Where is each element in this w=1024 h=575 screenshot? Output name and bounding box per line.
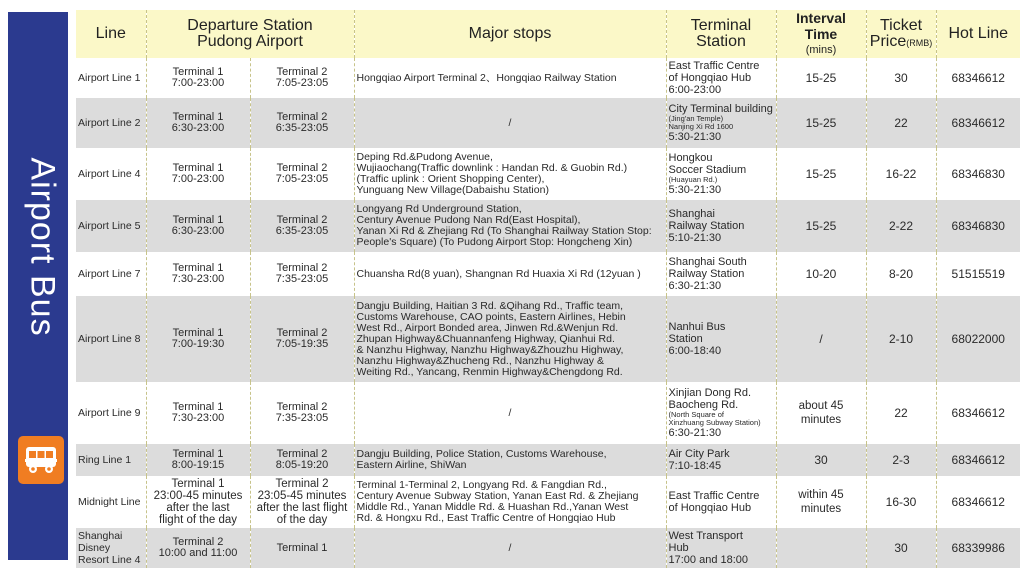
cell-hotline: 68339986	[936, 528, 1020, 568]
cell-terminal2-line: 7:35-23:05	[275, 273, 329, 285]
cell-stops-line: Nanzhu Highway&Zhucheng Rd., Nanzhu Highway &	[356, 354, 604, 367]
cell-stops-line: Longyang Rd Underground Station,	[356, 203, 522, 215]
cell-line: Shanghai Disney Resort Line 4	[78, 530, 141, 566]
table-row	[76, 444, 1020, 476]
cell-price: 16-30	[866, 476, 936, 528]
cell-terminal-station	[666, 444, 776, 476]
cell-terminal-station	[666, 528, 776, 568]
cell-terminal-station-line: Hongkou	[668, 152, 713, 164]
cell-terminal-station-line: of Hongqiao Hub	[668, 502, 752, 514]
cell-stops-line: Dangju Building, Police Station, Customs Warehouse,	[356, 448, 607, 460]
cell-terminal2-line: Terminal 2	[276, 162, 328, 174]
table-row	[76, 528, 1020, 568]
cell-terminal-station-line: 6:00-23:00	[668, 84, 722, 96]
cell-terminal1-line: flight of the day	[159, 514, 237, 526]
cell-terminal-station-line: Baocheng Rd.	[668, 399, 739, 411]
cell-line: Midnight Line	[78, 496, 141, 508]
cell-terminal2-line: Terminal 2	[275, 478, 329, 490]
cell-terminal-station-line: 17:00 and 18:00	[668, 554, 749, 566]
table-row	[76, 98, 1020, 148]
cell-terminal1-line: Terminal 1	[172, 401, 224, 413]
header-departure-bottom: Pudong Airport	[197, 33, 303, 50]
cell-terminal2-line: after the last flight	[256, 502, 348, 514]
cell-terminal-station	[666, 200, 776, 252]
cell-terminal-station-line: 5:10-21:30	[668, 232, 722, 244]
table-row	[76, 148, 1020, 200]
cell-terminal1	[146, 252, 250, 296]
cell-terminal-station-line: of Hongqiao Hub	[668, 72, 752, 84]
cell-stops	[354, 528, 666, 568]
cell-price: 22	[866, 382, 936, 444]
cell-terminal-station-line: Nanhui Bus	[668, 321, 726, 333]
cell-terminal-station-line: Xinzhuang Subway Station)	[668, 418, 761, 427]
cell-terminal-station	[666, 252, 776, 296]
cell-stops-line: Yanan Xi Rd & Zhejiang Rd (To Shanghai Railway Station Stop:	[356, 225, 652, 237]
cell-stops-line: West Rd., Airport Bonded area, Jinwen Rd.&Wenjun Rd.	[356, 321, 619, 334]
cell-price: 22	[866, 98, 936, 148]
cell-terminal1	[146, 382, 250, 444]
cell-stops	[354, 296, 666, 382]
cell-terminal1	[146, 476, 250, 528]
cell-stops	[354, 200, 666, 252]
cell-terminal2	[250, 444, 354, 476]
cell-line: Airport Line 1	[78, 72, 141, 84]
cell-interval	[776, 528, 866, 568]
cell-terminal1-line: Terminal 2	[172, 536, 224, 548]
cell-terminal-station	[666, 296, 776, 382]
cell-terminal-station-line: City Terminal building	[668, 103, 773, 115]
cell-terminal-station-line: 6:30-21:30	[668, 280, 722, 292]
cell-stops-line: Rd. & Hongxu Rd., East Traffic Centre of Hongqiao Hub	[356, 512, 616, 524]
cell-stops	[354, 382, 666, 444]
cell-stops	[354, 148, 666, 200]
cell-terminal1-line: Terminal 1	[172, 162, 224, 174]
header-interval-top: Interval Time	[796, 10, 846, 42]
cell-terminal-station	[666, 148, 776, 200]
cell-terminal-station-line: (Jing'an Temple)	[668, 114, 724, 123]
cell-stops-line: Deping Rd.&Pudong Avenue,	[356, 151, 493, 163]
cell-hotline: 68346612	[936, 476, 1020, 528]
cell-terminal1-line: 6:30-23:00	[171, 225, 225, 237]
cell-terminal2-line: 8:05-19:20	[275, 459, 329, 471]
cell-hotline: 68022000	[936, 296, 1020, 382]
cell-hotline: 68346612	[936, 444, 1020, 476]
cell-stops-line: Century Avenue Subway Station, Yanan East Rd. & Zhejiang	[356, 490, 639, 502]
cell-stops-line: Hongqiao Airport Terminal 2、Hongqiao Railway Station	[356, 71, 617, 84]
cell-stops-line: /	[508, 541, 512, 554]
cell-line: Airport Line 8	[78, 333, 141, 345]
cell-terminal2-line: of the day	[276, 514, 328, 526]
cell-terminal-station	[666, 476, 776, 528]
cell-terminal1-line: 8:00-19:15	[171, 459, 225, 471]
cell-terminal-station-line: 7:10-18:45	[668, 460, 722, 472]
cell-price: 16-22	[866, 148, 936, 200]
cell-terminal2-line: Terminal 2	[276, 327, 328, 339]
cell-terminal-station-line: Hub	[668, 542, 689, 554]
cell-terminal-station-line: Railway Station	[668, 268, 745, 280]
cell-terminal2	[250, 252, 354, 296]
cell-terminal1-line: Terminal 1	[172, 214, 224, 226]
cell-hotline: 68346612	[936, 382, 1020, 444]
cell-terminal1	[146, 98, 250, 148]
header-price-bottom: Price	[869, 32, 907, 50]
cell-terminal-station	[666, 382, 776, 444]
cell-price: 2-22	[866, 200, 936, 252]
cell-terminal2-line: Terminal 2	[276, 111, 328, 123]
cell-terminal2	[250, 296, 354, 382]
cell-terminal2	[250, 200, 354, 252]
cell-terminal-station-line: 5:30-21:30	[668, 131, 722, 143]
cell-interval: about 45 minutes	[776, 382, 866, 444]
cell-terminal1-line: 7:00-19:30	[171, 338, 225, 350]
cell-terminal-station-line: Railway Station	[668, 220, 745, 232]
cell-price: 30	[866, 58, 936, 98]
cell-terminal-station-line: 6:30-21:30	[668, 427, 722, 439]
header-price-top: Ticket	[879, 16, 923, 34]
table-row	[76, 58, 1020, 98]
cell-terminal-station-line: Shanghai South	[668, 256, 747, 268]
cell-terminal1	[146, 58, 250, 98]
header-terminal-top: Terminal	[690, 17, 752, 34]
cell-terminal1	[146, 148, 250, 200]
cell-line: Airport Line 9	[78, 407, 141, 419]
cell-terminal-station-line: Air City Park	[668, 448, 730, 460]
cell-stops-line: /	[508, 116, 512, 129]
header-row	[76, 10, 1020, 58]
cell-terminal-station-line: Nanjing Xi Rd 1600	[668, 122, 734, 131]
cell-terminal2	[250, 148, 354, 200]
cell-terminal1-line: 23:00-45 minutes	[153, 490, 243, 502]
table-row	[76, 200, 1020, 252]
cell-terminal-station-line: 5:30-21:30	[668, 184, 722, 196]
header-stops: Major stops	[354, 10, 666, 58]
cell-terminal1-line: Terminal 1	[171, 478, 225, 490]
cell-terminal2	[250, 476, 354, 528]
header-terminal-bottom: Station	[696, 33, 746, 50]
header-line: Line	[76, 10, 146, 58]
cell-terminal1	[146, 444, 250, 476]
cell-hotline: 68346830	[936, 200, 1020, 252]
cell-interval: within 45 minutes	[776, 476, 866, 528]
cell-stops	[354, 98, 666, 148]
cell-interval: 10-20	[776, 252, 866, 296]
cell-terminal-station-line: (Huayuan Rd.)	[668, 175, 718, 184]
cell-stops-line: Zhupan Highway&Chuannanfeng Highway, Qianhui Rd.	[356, 332, 615, 345]
header-departure-top: Departure Station	[187, 17, 313, 34]
cell-terminal2	[250, 528, 354, 568]
cell-interval: 15-25	[776, 200, 866, 252]
cell-interval: 15-25	[776, 58, 866, 98]
routes-table	[76, 10, 1020, 568]
cell-interval: 15-25	[776, 148, 866, 200]
cell-terminal1	[146, 296, 250, 382]
cell-terminal-station-line: West Transport	[668, 530, 743, 542]
cell-hotline: 51515519	[936, 252, 1020, 296]
cell-line: Airport Line 2	[78, 117, 141, 129]
cell-terminal-station	[666, 58, 776, 98]
header-price-unit: (RMB)	[906, 37, 933, 48]
header-interval	[776, 10, 866, 58]
cell-terminal-station-line: (North Square of	[668, 410, 724, 419]
cell-stops	[354, 58, 666, 98]
cell-terminal-station-line: East Traffic Centre	[668, 60, 760, 72]
cell-terminal1	[146, 528, 250, 568]
cell-terminal2-line: 23:05-45 minutes	[257, 490, 347, 502]
cell-stops-line: Century Avenue Pudong Nan Rd(East Hospital),	[356, 214, 581, 226]
cell-terminal1-line: Terminal 1	[172, 262, 224, 274]
table-row	[76, 252, 1020, 296]
cell-stops-line: Weiting Rd., Yancang, Renmin Highway&Chengdong Rd.	[356, 365, 623, 378]
cell-line: Ring Line 1	[78, 454, 132, 466]
cell-terminal2-line: Terminal 2	[276, 262, 328, 274]
cell-hotline: 68346830	[936, 148, 1020, 200]
cell-terminal2-line: 7:05-23:05	[275, 77, 329, 89]
cell-stops-line: Dangju Building, Haitian 3 Rd. &Qihang Rd., Traffic team,	[356, 299, 624, 312]
cell-terminal1-line: 7:00-23:00	[171, 77, 225, 89]
cell-terminal1-line: 10:00 and 11:00	[158, 547, 238, 559]
cell-terminal2	[250, 58, 354, 98]
cell-terminal2-line: Terminal 2	[276, 448, 328, 460]
cell-terminal-station-line: East Traffic Centre	[668, 490, 760, 502]
cell-terminal2-line: 7:05-19:35	[275, 338, 329, 350]
cell-stops-line: (Traffic uplink : Orient Shopping Center),	[356, 173, 545, 185]
cell-line: Airport Line 4	[78, 168, 141, 180]
cell-line: Airport Line 5	[78, 220, 141, 232]
cell-terminal1-line: 7:00-23:00	[171, 173, 225, 185]
cell-price: 2-10	[866, 296, 936, 382]
cell-interval: 30	[776, 444, 866, 476]
cell-terminal1	[146, 200, 250, 252]
sidebar-panel	[8, 12, 68, 560]
sidebar-title: Airport Bus	[23, 157, 62, 337]
header-interval-bottom: (mins)	[805, 44, 837, 56]
cell-terminal1-line: 7:30-23:00	[171, 273, 225, 285]
cell-stops-line: People's Square) (To Pudong Airport Stop: Hongcheng Xin)	[356, 236, 633, 248]
header-departure	[146, 10, 354, 58]
cell-line: Airport Line 7	[78, 268, 141, 280]
header-price	[866, 10, 936, 58]
cell-terminal1-line: Terminal 1	[172, 327, 224, 339]
cell-stops-line: Yunguang New Village(Dabaishu Station)	[356, 184, 549, 196]
header-price-bottom-wrap	[869, 34, 934, 51]
cell-terminal2-line: 6:35-23:05	[275, 225, 329, 237]
cell-interval: 15-25	[776, 98, 866, 148]
cell-terminal-station-line: Soccer Stadium	[668, 164, 747, 176]
cell-terminal-station-line: Xinjian Dong Rd.	[668, 387, 752, 399]
cell-terminal2	[250, 382, 354, 444]
cell-terminal2-line: 6:35-23:05	[275, 122, 329, 134]
cell-terminal1-line: Terminal 1	[172, 448, 224, 460]
cell-terminal1-line: 6:30-23:00	[171, 122, 225, 134]
bus-badge	[18, 436, 64, 484]
cell-stops	[354, 252, 666, 296]
cell-terminal2-line: Terminal 2	[276, 66, 328, 78]
table-row	[76, 296, 1020, 382]
bus-icon	[25, 445, 57, 475]
cell-stops-line: Customs Warehouse, CAO points, Eastern Airlines, Hebin	[356, 310, 626, 323]
header-terminal	[666, 10, 776, 58]
table-row	[76, 382, 1020, 444]
cell-hotline: 68346612	[936, 98, 1020, 148]
cell-terminal2-line: Terminal 2	[276, 401, 328, 413]
cell-hotline: 68346612	[936, 58, 1020, 98]
cell-terminal-station-line: Station	[668, 333, 703, 345]
cell-stops-line: Eastern Airline, ShiWan	[356, 459, 467, 471]
cell-terminal-station	[666, 98, 776, 148]
cell-price: 2-3	[866, 444, 936, 476]
cell-stops	[354, 444, 666, 476]
cell-stops-line: & Nanzhu Highway, Nanzhu Highway&Zhouzhu Highway,	[356, 343, 624, 356]
cell-stops-line: /	[508, 406, 512, 419]
cell-stops-line: Terminal 1-Terminal 2, Longyang Rd. & Fangdian Rd.,	[356, 479, 607, 491]
header-hotline: Hot Line	[936, 10, 1020, 58]
cell-terminal2-line: Terminal 1	[276, 541, 328, 554]
cell-interval: /	[776, 296, 866, 382]
cell-terminal-station-line: 6:00-18:40	[668, 345, 722, 357]
cell-terminal1-line: Terminal 1	[172, 111, 224, 123]
cell-terminal-station-line: Shanghai	[668, 208, 715, 220]
cell-stops-line: Chuansha Rd(8 yuan), Shangnan Rd Huaxia Xi Rd (12yuan )	[356, 267, 641, 280]
cell-terminal2-line: 7:35-23:05	[275, 412, 329, 424]
cell-stops	[354, 476, 666, 528]
cell-terminal2	[250, 98, 354, 148]
cell-terminal1-line: after the last	[166, 502, 230, 514]
cell-terminal2-line: 7:05-23:05	[275, 173, 329, 185]
cell-terminal1-line: Terminal 1	[172, 66, 224, 78]
cell-terminal1-line: 7:30-23:00	[171, 412, 225, 424]
cell-stops-line: Wujiaochang(Traffic downlink : Handan Rd. & Guobin Rd.)	[356, 162, 628, 174]
cell-price: 30	[866, 528, 936, 568]
cell-stops-line: Middle Rd., Yanan Middle Rd. & Huashan Rd.,Yanan West	[356, 501, 629, 513]
table-row	[76, 476, 1020, 528]
cell-terminal2-line: Terminal 2	[276, 214, 328, 226]
cell-price: 8-20	[866, 252, 936, 296]
